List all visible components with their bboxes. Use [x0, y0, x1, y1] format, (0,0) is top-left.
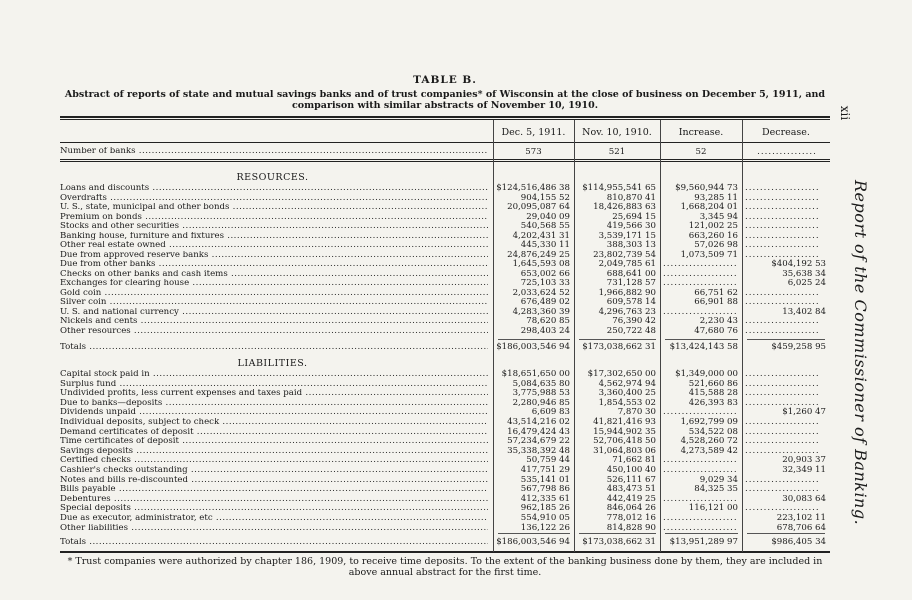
cell-inc: 4,273,589 42	[680, 445, 738, 456]
row-label: Totals .....	[60, 343, 488, 352]
cell-dec: 417,751 29	[520, 465, 570, 475]
cell-nov: 846,064 26	[606, 503, 656, 514]
table-subtitle: Abstract of reports of state and mutual savings banks and of trust companies* of Wisconsin at the close of business on December 5, 1911, and comparison with similar abstracts of November 10, 1910.	[64, 89, 826, 111]
cell-empty-dots: ....................	[663, 279, 738, 288]
cell-nov: 2,049,785 61	[598, 259, 656, 269]
cell-dec: 653,002 66	[520, 268, 570, 279]
cell-dec: 412,335 61	[520, 493, 570, 504]
cell-decr: $404,192 53	[771, 259, 826, 269]
banks-dec: 573	[525, 147, 542, 157]
cell-inc: 521,660 86	[688, 378, 738, 389]
cell-empty-dots: ....................	[745, 418, 820, 427]
cell-empty-dots: ....................	[745, 446, 820, 456]
cell-nov: 609,578 14	[606, 297, 656, 307]
cell-inc: 2,230 43	[699, 316, 738, 326]
subtotal-rule-4	[747, 339, 825, 340]
cell-empty-dots: ....................	[745, 379, 820, 389]
total-rule-4	[747, 533, 825, 534]
cell-nov: 483,473 51	[606, 484, 656, 495]
cell-empty-dots: ....................	[745, 203, 820, 212]
cell-nov: 3,539,171 15	[598, 230, 656, 241]
cell-nov: $114,955,541 65	[582, 183, 656, 193]
cell-inc: 57,026 98	[694, 240, 738, 250]
cell-inc: 4,528,260 72	[680, 436, 738, 447]
row-label: Special deposits .....	[60, 504, 488, 513]
cell-decr: 32,349 11	[782, 465, 826, 475]
cell-inc: 3,345 94	[699, 211, 738, 222]
cell-inc: 47,680 76	[694, 325, 738, 336]
cell-decr: 30,083 64	[782, 493, 826, 504]
cell-empty-dots: ....................	[745, 231, 820, 241]
row-label: Undivided profits, less current expenses and taxes paid .....	[60, 389, 488, 398]
cell-inc: $13,951,289 97	[669, 537, 738, 547]
row-label: Other liabilities .....	[60, 524, 488, 533]
banks-inc: 52	[695, 147, 707, 157]
table-row	[60, 203, 830, 212]
cell-decr: 678,706 64	[776, 522, 826, 533]
cell-nov: 526,111 67	[606, 474, 656, 485]
cell-nov: 442,419 25	[606, 493, 656, 504]
row-label: Surplus fund .....	[60, 380, 488, 389]
cell-decr: 13,402 84	[782, 306, 826, 317]
cell-inc: 84,325 35	[694, 484, 738, 495]
cell-dec: 676,489 02	[520, 297, 570, 307]
cell-empty-dots: ....................	[745, 317, 820, 326]
cell-empty-dots: ....................	[663, 494, 738, 504]
cell-empty-dots: ....................	[745, 288, 820, 298]
cell-empty-dots: ....................	[745, 389, 820, 399]
cell-inc: $1,349,000 00	[675, 369, 738, 379]
col-header-nov-1910: Nov. 10, 1910.	[582, 127, 652, 138]
cell-empty-dots: ....................	[745, 437, 820, 447]
cell-empty-dots: ....................	[745, 241, 820, 250]
banks-rule	[60, 159, 830, 160]
table-row	[60, 241, 830, 250]
cell-dec: 567,798 86	[520, 484, 570, 495]
table-row	[60, 524, 830, 533]
row-label: Nickels and cents .....	[60, 317, 488, 326]
bottom-rule	[60, 551, 830, 553]
row-label: U. S. and national currency .....	[60, 308, 488, 317]
cell-nov: 31,064,803 06	[593, 445, 656, 456]
cell-nov: 3,360,400 25	[598, 388, 656, 399]
row-label: Due from other banks .....	[60, 260, 488, 269]
page-number: xii	[838, 105, 853, 121]
cell-nov: 778,012 16	[606, 513, 656, 523]
row-label: Number of banks .....	[60, 147, 488, 156]
table-row	[60, 298, 830, 307]
cell-inc: 1,668,204 01	[680, 202, 738, 212]
row-label: Stocks and other securities .....	[60, 222, 488, 231]
cell-inc: 93,285 11	[694, 192, 738, 203]
cell-empty-dots: ....................	[745, 184, 820, 193]
cell-dec: 136,122 26	[520, 522, 570, 533]
totals-row	[60, 538, 830, 547]
row-label: Due to banks—deposits .....	[60, 399, 488, 408]
table-row	[60, 370, 830, 379]
table-row	[60, 466, 830, 475]
cell-nov: 450,100 40	[606, 465, 656, 475]
cell-dec: $186,003,546 94	[496, 537, 570, 547]
cell-inc: 534,522 08	[688, 426, 738, 437]
row-label: Totals .....	[60, 538, 488, 547]
cell-nov: 1,854,553 02	[598, 397, 656, 408]
cell-inc: 121,002 25	[688, 221, 738, 231]
cell-dec: 4,283,360 39	[512, 306, 570, 317]
cell-empty-dots: ....................	[745, 222, 820, 231]
row-label: Demand certificates of deposit .....	[60, 428, 488, 437]
row-label: Savings deposits .....	[60, 447, 488, 456]
col-header-increase: Increase.	[678, 127, 724, 138]
cell-nov: 15,944,902 35	[593, 426, 656, 437]
cell-dec: $186,003,546 94	[496, 342, 570, 352]
total-rule-1	[498, 533, 570, 534]
cell-dec: 535,141 01	[520, 474, 570, 485]
row-label: Debentures .....	[60, 495, 488, 504]
cell-empty-dots: ....................	[745, 370, 820, 379]
cell-nov: 41,821,416 93	[593, 417, 656, 427]
cell-dec: 445,330 11	[520, 240, 570, 250]
cell-nov: $173,038,662 31	[582, 342, 656, 352]
cell-nov: $173,038,662 31	[582, 537, 656, 547]
cell-dec: 78,620 85	[526, 316, 570, 326]
table-row	[60, 485, 830, 494]
table-row	[60, 418, 830, 427]
cell-dec: $18,651,650 00	[501, 369, 570, 379]
row-label: Capital stock paid in .....	[60, 370, 488, 379]
cell-inc: $13,424,143 58	[669, 342, 738, 352]
cell-empty-dots: ....................	[745, 475, 820, 485]
cell-inc: 9,029 34	[699, 474, 738, 485]
top-rule-thin	[60, 119, 830, 120]
row-label: Premium on bonds .....	[60, 213, 488, 222]
cell-nov: 250,722 48	[606, 325, 656, 336]
cell-nov: 810,870 41	[606, 192, 656, 203]
col-header-dec-1911: Dec. 5, 1911.	[501, 127, 566, 138]
table-title: TABLE B.	[413, 74, 477, 86]
cell-dec: 5,084,635 80	[512, 378, 570, 389]
running-head: Report of the Commissioner of Banking.	[851, 180, 870, 526]
row-label: Other real estate owned .....	[60, 241, 488, 250]
banks-dec-dots: ................	[757, 147, 817, 157]
banks-nov: 521	[608, 147, 626, 157]
table-row	[60, 279, 830, 288]
cell-dec: 57,234,679 22	[507, 436, 570, 447]
cell-nov: $17,302,650 00	[587, 369, 656, 379]
table-row	[60, 504, 830, 513]
cell-nov: 4,562,974 94	[598, 378, 656, 389]
cell-dec: 2,033,624 52	[512, 287, 570, 298]
cell-nov: 688,641 00	[606, 268, 656, 279]
table-row	[60, 456, 830, 465]
cell-empty-dots: ....................	[663, 408, 738, 418]
cell-inc: 663,260 16	[688, 230, 738, 241]
cell-empty-dots: ....................	[745, 298, 820, 307]
row-label: Certified checks .....	[60, 456, 488, 465]
table-row	[60, 184, 830, 193]
cell-empty-dots: ....................	[745, 326, 820, 336]
cell-empty-dots: ....................	[663, 260, 738, 269]
cell-decr: 35,638 34	[782, 268, 826, 279]
cell-nov: 814,828 90	[606, 522, 656, 533]
cell-decr: $459,258 95	[771, 342, 826, 352]
cell-inc: 415,588 28	[688, 388, 738, 399]
cell-dec: 1,645,593 08	[512, 259, 570, 269]
banks-rule-2	[60, 161, 830, 162]
table-row	[60, 437, 830, 446]
cell-dec: 20,095,087 64	[507, 202, 570, 212]
cell-inc: $9,560,944 73	[675, 183, 738, 193]
table-row	[60, 399, 830, 408]
cell-inc: 1,073,509 71	[680, 249, 738, 260]
cell-decr: $1,260 47	[782, 407, 826, 418]
cell-dec: 35,338,392 48	[507, 445, 570, 456]
cell-empty-dots: ....................	[663, 269, 738, 279]
col-header-decrease: Decrease.	[762, 127, 810, 138]
resources-heading: RESOURCES.	[236, 172, 309, 183]
cell-nov: 25,694 15	[612, 211, 656, 222]
row-label: U. S., state, municipal and other bonds .....	[60, 203, 488, 212]
cell-dec: 43,514,216 02	[507, 417, 570, 427]
row-label: Loans and discounts .....	[60, 184, 488, 193]
cell-nov: 4,296,763 23	[598, 306, 656, 317]
cell-empty-dots: ....................	[745, 398, 820, 408]
table-row	[60, 514, 830, 523]
row-label: Exchanges for clearing house .....	[60, 279, 488, 288]
liabilities-heading: LIABILITIES.	[237, 358, 308, 369]
cell-empty-dots: ....................	[663, 514, 738, 523]
cell-nov: 76,390 42	[612, 316, 656, 326]
table-row	[60, 327, 830, 336]
cell-dec: 554,910 05	[520, 513, 570, 523]
cell-empty-dots: ....................	[745, 212, 820, 222]
cell-dec: 962,185 26	[520, 503, 570, 514]
cell-empty-dots: ....................	[663, 466, 738, 475]
cell-nov: 1,966,882 90	[598, 287, 656, 298]
row-label: Bills payable .....	[60, 485, 488, 494]
cell-nov: 7,870 30	[617, 407, 656, 418]
row-label: Overdrafts .....	[60, 194, 488, 203]
cell-nov: 23,802,739 54	[593, 249, 656, 260]
cell-dec: 298,403 24	[520, 325, 570, 336]
table-row	[60, 317, 830, 326]
cell-dec: 4,202,431 31	[512, 230, 570, 241]
cell-nov: 52,706,418 50	[593, 436, 656, 447]
row-label: Banking house, furniture and fixtures .....	[60, 232, 488, 241]
cell-empty-dots: ....................	[745, 250, 820, 260]
cell-dec: 24,876,249 25	[507, 249, 570, 260]
row-label: Silver coin .....	[60, 298, 488, 307]
cell-nov: 18,426,883 63	[593, 202, 656, 212]
header-rule	[60, 142, 830, 143]
cell-nov: 419,566 30	[606, 221, 656, 231]
row-label: Due from approved reserve banks .....	[60, 251, 488, 260]
row-label: Checks on other banks and cash items .....	[60, 270, 488, 279]
cell-empty-dots: ....................	[663, 307, 738, 317]
totals-row	[60, 343, 830, 352]
cell-decr: $986,405 34	[771, 537, 826, 547]
cell-dec: 50,759 44	[526, 455, 570, 466]
footnote: * Trust companies were authorized by chapter 186, 1909, to receive time deposits. To the extent of the banking business done by them, they are included in above annual abstract for the first time.	[67, 556, 823, 578]
row-label: Other resources .....	[60, 327, 488, 336]
subtotal-rule-2	[579, 339, 656, 340]
cell-inc: 1,692,799 09	[680, 417, 738, 427]
cell-dec: 3,775,988 53	[512, 388, 570, 399]
cell-empty-dots: ....................	[745, 485, 820, 495]
cell-inc: 66,751 62	[694, 287, 738, 298]
row-label: Dividends unpaid .....	[60, 408, 488, 417]
cell-dec: 2,280,946 85	[512, 397, 570, 408]
cell-empty-dots: ....................	[663, 456, 738, 466]
cell-dec: 16,479,424 43	[507, 426, 570, 437]
top-rule	[60, 116, 830, 118]
row-label: Cashier's checks outstanding .....	[60, 466, 488, 475]
cell-dec: 6,609 83	[531, 407, 570, 418]
row-label: Individual deposits, subject to check .....	[60, 418, 488, 427]
cell-dec: 29,040 09	[526, 211, 570, 222]
table-row	[60, 222, 830, 231]
cell-empty-dots: ....................	[663, 523, 738, 533]
cell-inc: 116,121 00	[688, 503, 738, 514]
cell-inc: 426,393 83	[688, 397, 738, 408]
cell-nov: 388,303 13	[606, 240, 656, 250]
cell-empty-dots: ....................	[745, 193, 820, 203]
cell-inc: 66,901 88	[694, 297, 738, 307]
cell-decr: 20,903 37	[782, 455, 826, 466]
cell-dec: $124,516,486 38	[496, 183, 570, 193]
row-label: Gold coin .....	[60, 289, 488, 298]
total-rule-2	[579, 533, 656, 534]
cell-dec: 725,103 33	[520, 278, 570, 288]
row-label: Due as executor, administrator, etc .....	[60, 514, 488, 523]
row-label: Notes and bills re-discounted .....	[60, 476, 488, 485]
table-row	[60, 447, 830, 456]
cell-nov: 71,662 81	[612, 455, 656, 466]
table-row	[60, 389, 830, 398]
cell-decr: 6,025 24	[787, 278, 826, 288]
subtotal-rule-3	[665, 339, 738, 340]
cell-nov: 731,128 57	[606, 278, 656, 288]
subtotal-rule-1	[498, 339, 570, 340]
total-rule-3	[665, 533, 738, 534]
table-row	[60, 270, 830, 279]
cell-decr: 223,102 11	[776, 513, 826, 523]
cell-dec: 540,568 55	[520, 221, 570, 231]
table-row	[60, 260, 830, 269]
table-row	[60, 251, 830, 260]
cell-empty-dots: ....................	[745, 427, 820, 437]
cell-empty-dots: ....................	[745, 504, 820, 514]
row-label: Time certificates of deposit .....	[60, 437, 488, 446]
cell-dec: 904,155 52	[520, 192, 570, 203]
